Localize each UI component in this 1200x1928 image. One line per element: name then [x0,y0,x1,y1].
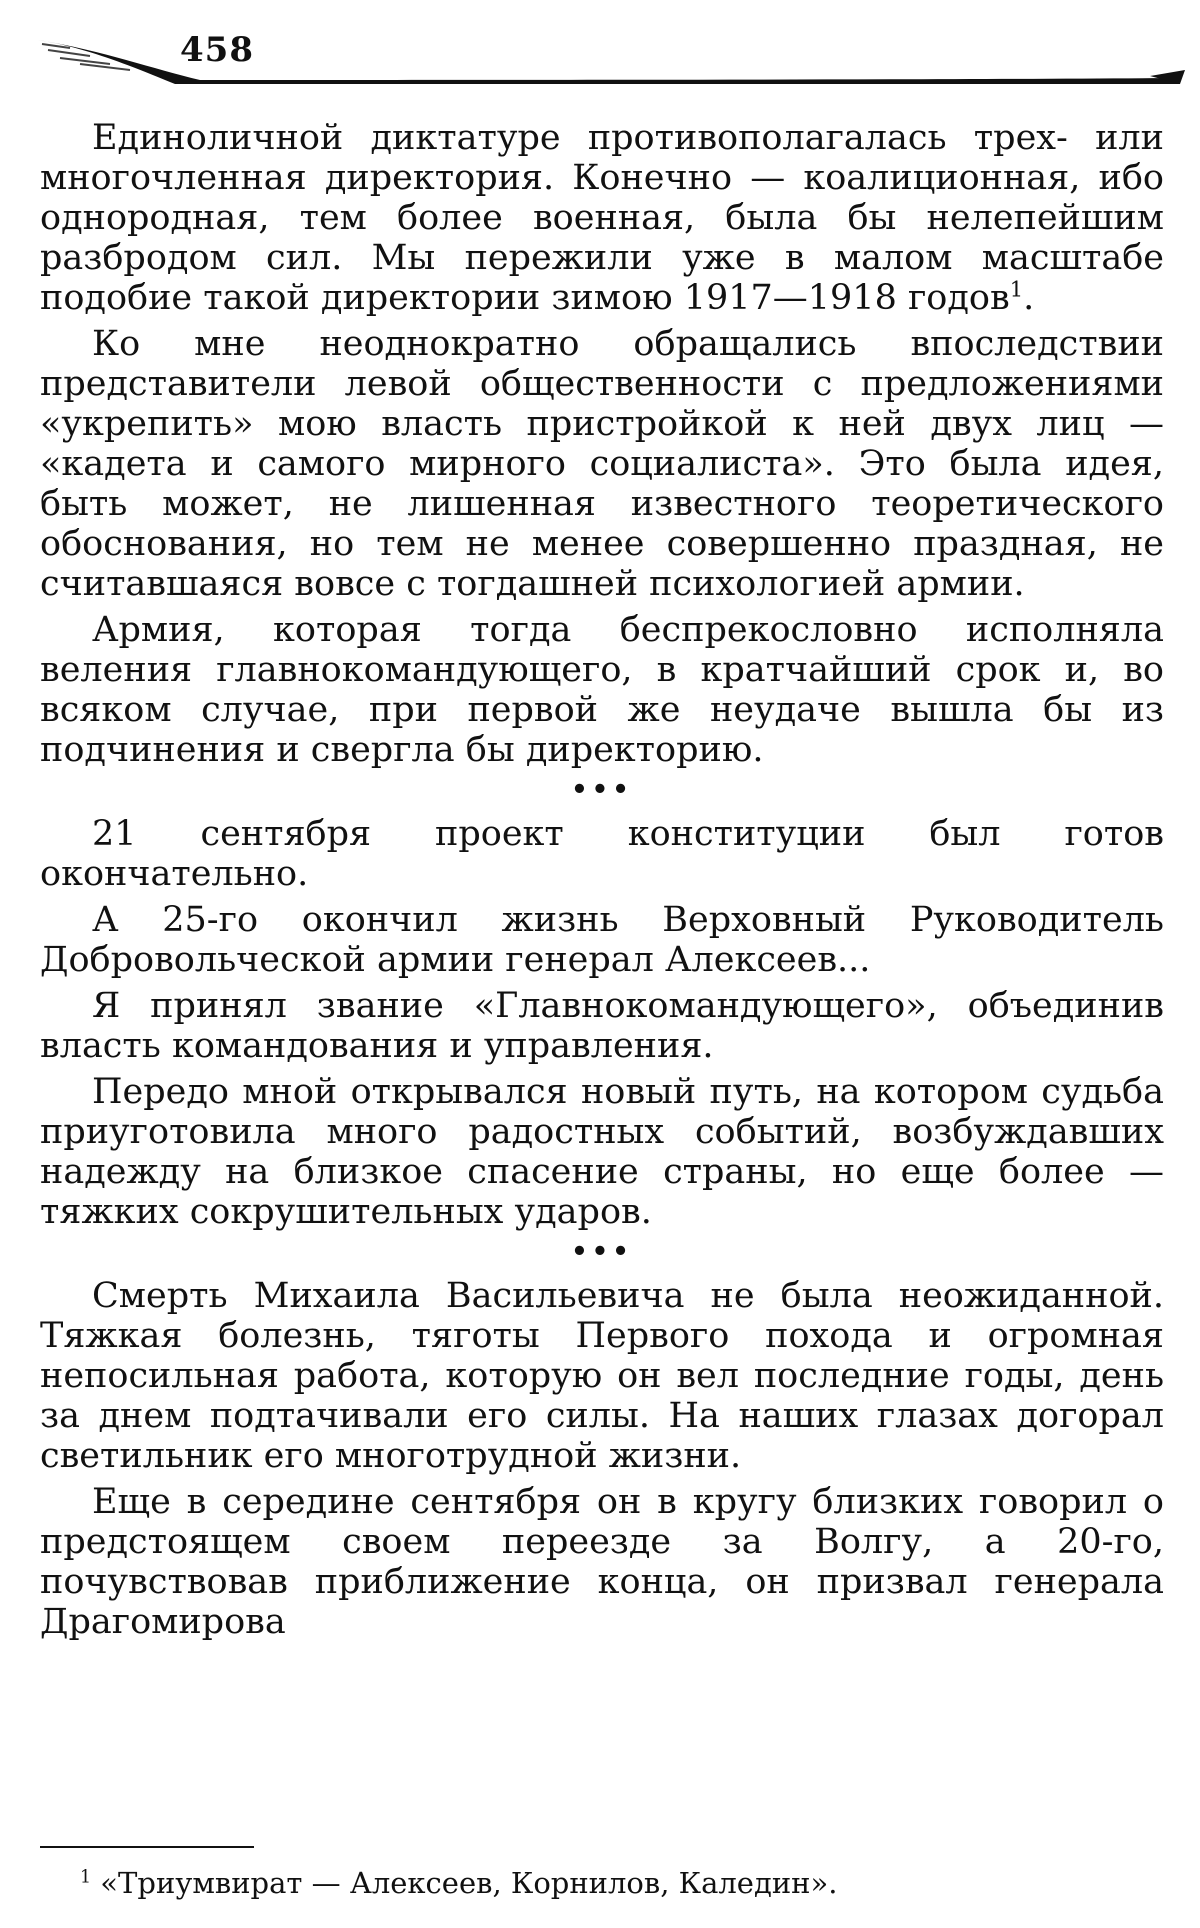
paragraph: А 25-го окончил жизнь Верховный Руководитель Добровольческой армии генерал Алексеев... [40,900,1164,980]
paragraph: Армия, которая тогда беспрекословно исполняла веления главнокомандующего, в кратчайший срок и, во всяком случае, при первой же неудаче вышла бы из подчинения и свергла бы директорию. [40,610,1164,770]
page-number: 458 [180,30,254,70]
section-separator: ••• [571,1237,633,1267]
paragraph: 21 сентября проект конституции был готов окончательно. [40,814,1164,894]
footnote-text: «Триумвират — Алексеев, Корнилов, Каледин». [100,1866,838,1900]
paragraph: Ко мне неоднократно обращались впоследствии представители левой общественности с предложениями «укрепить» мою власть пристройкой к ней двух лиц — «кадета и самого мирного социалиста». Это была идея, быть может, не лишенная известного теоретического обоснования, но тем не менее совершенно праздная, не считавшаяся вовсе с тогдашней психологией армии. [40,324,1164,604]
paragraph-text: Единоличной диктатуре противополагалась трех- или многочленная директория. Конечно — коалиционная, ибо однородная, тем более военная, была бы нелепейшим разбродом сил. Мы пережили уже в малом масштабе подобие такой директории зимою 1917—1918 годов [40,118,1164,318]
paragraph: Смерть Михаила Васильевича не была неожиданной. Тяжкая болезнь, тяготы Первого похода и огромная непосильная работа, которую он вел последние годы, день за днем подтачивали его силы. На наших глазах догорал светильник его многотрудной жизни. [40,1276,1164,1476]
footnote-divider [40,1846,254,1848]
paragraph: Передо мной открывался новый путь, на котором судьба приуготовила много радостных событий, возбуждавших надежду на близкое спасение страны, но еще более — тяжких сокрушительных ударов. [40,1072,1164,1232]
footnote-reference: 1 [1009,277,1024,302]
footnote-marker: 1 [80,1867,92,1888]
page-header [0,0,1200,110]
footnote [80,1866,837,1900]
paragraph: Единоличной диктатуре противополагалась трех- или многочленная директория. Конечно — коалиционная, ибо однородная, тем более военная, была бы нелепейшим разбродом сил. Мы пережили уже в малом масштабе подобие такой директории зимою 1917—1918 годов$^1$. [40,118,1164,318]
paragraph: Еще в середине сентября он в кругу близких говорил о предстоящем своем переезде за Волгу, а 20-го, почувствовав приближение конца, он призвал генерала Драгомирова [40,1482,1164,1642]
section-separator: ••• [571,775,633,805]
main-text [40,118,1164,1648]
paragraph: Я принял звание «Главнокомандующего», объединив власть командования и управления. [40,986,1164,1066]
